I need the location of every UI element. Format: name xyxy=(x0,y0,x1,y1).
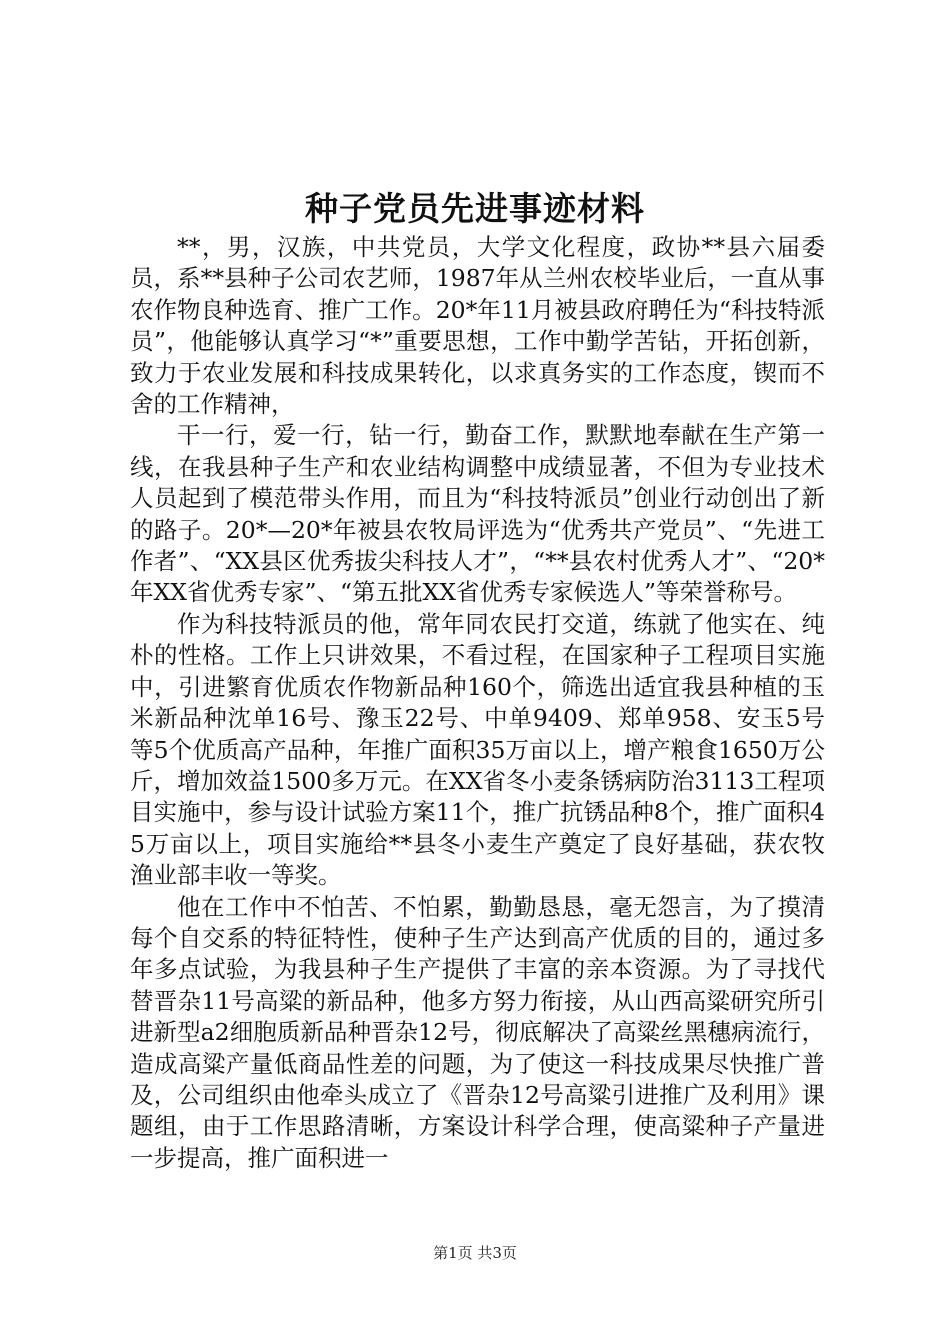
paragraph-3: 作为科技特派员的他，常年同农民打交道，练就了他实在、纯朴的性格。工作上只讲效果，不看过程，在国家种子工程项目实施中，引进繁育优质农作物新品种160个，筛选出适宜我县种植的玉米新品种沈单16号、豫玉22号、中单9409、郑单958、安玉5号等5个优质高产品种，年推广面积35万亩以上，增产粮食1650万公斤，增加效益1500多万元。在XX省冬小麦条锈病防治3113工程项目实施中，参与设计试验方案11个，推广抗锈品种8个，推广面积45万亩以上，项目实施给**县冬小麦生产奠定了良好基础，获农牧渔业部丰收一等奖。 xyxy=(130,609,825,890)
paragraph-4: 他在工作中不怕苦、不怕累，勤勤恳恳，毫无怨言，为了摸清每个自交系的特征特性，使种子生产达到高产优质的目的，通过多年多点试验，为我县种子生产提供了丰富的亲本资源。为了寻找代替晋杂11号高粱的新品种，他多方努力衔接，从山西高粱研究所引进新型a2细胞质新品种晋杂12号，彻底解决了高粱丝黑穗病流行，造成高粱产量低商品性差的问题，为了使这一科技成果尽快推广普及，公司组织由他牵头成立了《晋杂12号高粱引进推广及利用》课题组，由于工作思路清晰，方案设计科学合理，使高粱种子产量进一步提高，推广面积进一 xyxy=(130,892,825,1172)
page-number-footer: 第1页 共3页 xyxy=(433,1244,517,1262)
paragraph-2: 干一行，爱一行，钻一行，勤奋工作，默默地奉献在生产第一线，在我县种子生产和农业结构调整中成绩显著，不但为专业技术人员起到了模范带头作用，而且为“科技特派员”创业行动创出了新的路子。20*—20*年被县农牧局评选为“优秀共产党员”、“先进工作者”、“XX县区优秀拔尖科技人才”，“**县农村优秀人才”、“20*年XX省优秀专家”、“第五批XX省优秀专家候选人”等荣誉称号。 xyxy=(130,421,825,607)
document-body xyxy=(130,232,825,1174)
document-title: 种子党员先进事迹材料 xyxy=(305,189,645,228)
paragraph-1: **，男，汉族，中共党员，大学文化程度，政协**县六届委员，系**县种子公司农艺师，1987年从兰州农校毕业后，一直从事农作物良种选育、推广工作。20*年11月被县政府聘任为“科技特派员”，他能够认真学习“*”重要思想，工作中勤学苦钻，开拓创新，致力于农业发展和科技成果转化，以求真务实的工作态度，锲而不舍的工作精神， xyxy=(130,233,825,419)
